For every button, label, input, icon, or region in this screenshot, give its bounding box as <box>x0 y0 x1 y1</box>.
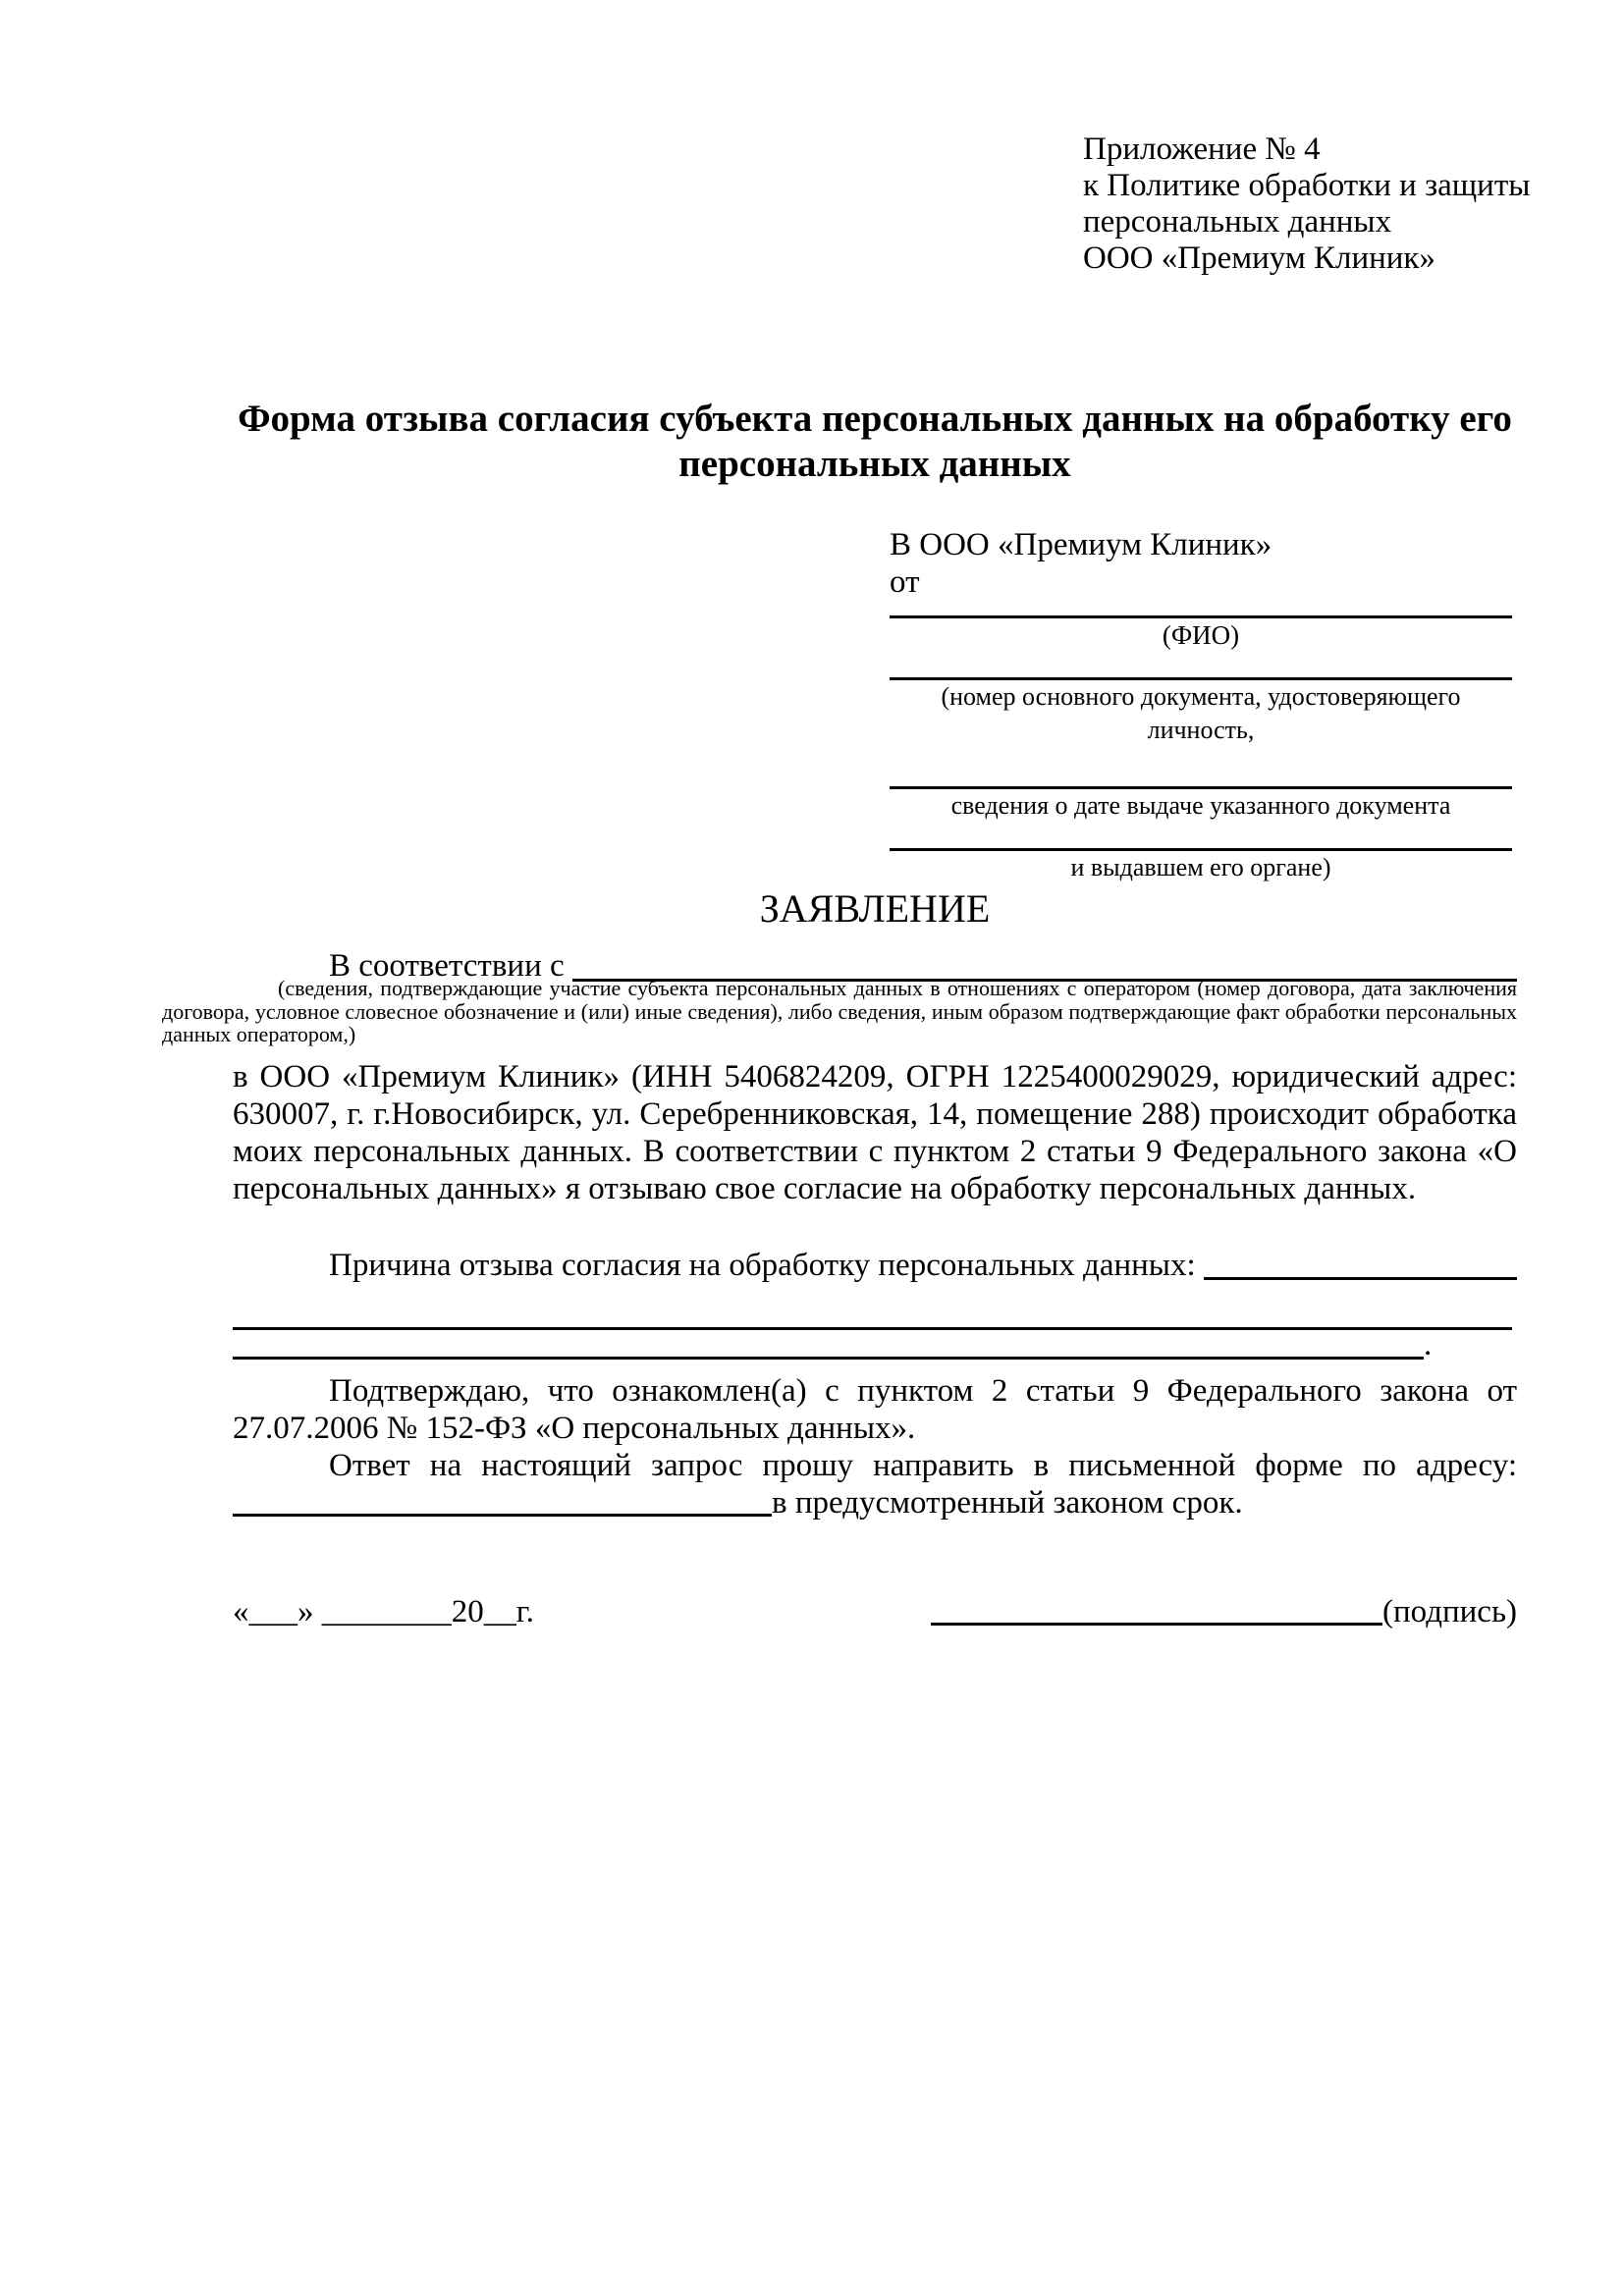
appendix-line: Приложение № 4 <box>1083 132 1321 167</box>
response-line-2 <box>233 1484 1517 1522</box>
date-signature-row <box>233 1592 1517 1631</box>
addressee-block <box>890 526 1512 884</box>
signature-group <box>931 1592 1517 1631</box>
reason-blank-line-3-rule <box>233 1320 1424 1360</box>
date-template: «___» ________20__г. <box>233 1594 534 1629</box>
fio-caption: (ФИО) <box>1162 620 1240 650</box>
fine-print-note: (сведения, подтверждающие участие субъекта персональных данных в отношениях с оператором (номер договора, дата заключения договора, условное словесное обозначение и (или) иные сведения), либо сведения, иным образом подтверждающие факт обработки персональных данных оператором,) <box>162 976 1517 1046</box>
addressee-from: от <box>890 564 920 600</box>
document-number-blank-line <box>890 652 1512 680</box>
fio-blank-line <box>890 601 1512 618</box>
according-prefix: В соответствии с <box>329 948 572 984</box>
appendix-line: к Политике обработки и защиты <box>1083 168 1531 203</box>
address-blank-line <box>233 1484 772 1517</box>
issue-date-blank-line <box>890 747 1512 789</box>
signature-caption: (подпись) <box>1382 1594 1517 1629</box>
appendix-line: персональных данных <box>1083 204 1392 240</box>
signature-blank-line <box>931 1592 1382 1626</box>
appendix-line: ООО «Премиум Клиник» <box>1083 240 1435 276</box>
issuing-authority-caption: и выдавшем его органе) <box>1070 853 1331 881</box>
confirmation-paragraph: Подтверждаю, что ознакомлен(а) с пунктом 2 статьи 9 Федерального закона от 27.07.2006 № 152-ФЗ «О персональных данных». <box>233 1373 1517 1446</box>
document-number-caption: (номер основного документа, удостоверяющего личность, <box>941 682 1461 744</box>
response-line-2-suffix: в предусмотренный законом срок. <box>772 1485 1243 1521</box>
reason-label: Причина отзыва согласия на обработку персональных данных: <box>329 1248 1204 1283</box>
document-title: Форма отзыва согласия субъекта персональных данных на обработку его персональных данных <box>238 398 1512 485</box>
reason-blank-line-3 <box>233 1320 1517 1360</box>
trailing-period: . <box>1424 1327 1433 1362</box>
issuing-authority-blank-line <box>890 823 1512 851</box>
reason-blank-line <box>1204 1245 1517 1280</box>
appendix-block <box>1083 132 1530 277</box>
response-line-1: Ответ на настоящий запрос прошу направить в письменной форме по адресу: <box>329 1448 1517 1483</box>
body-paragraph: в ООО «Премиум Клиник» (ИНН 5406824209, ОГРН 1225400029029, юридический адрес: 630007, г. г.Новосибирск, ул. Серебренниковская, 14, помещение 288) происходит обработка моих персональных данных. В соответствии с пунктом 2 статьи 9 Федерального закона «О персональных данных» я отзываю свое согласие на обработку персональных данных. <box>233 1059 1517 1206</box>
reason-line <box>233 1245 1517 1286</box>
addressee-to: В ООО «Премиум Клиник» <box>890 527 1272 562</box>
issue-date-caption: сведения о дате выдаче указанного документа <box>950 791 1451 820</box>
statement-heading: ЗАЯВЛЕНИЕ <box>759 886 991 931</box>
